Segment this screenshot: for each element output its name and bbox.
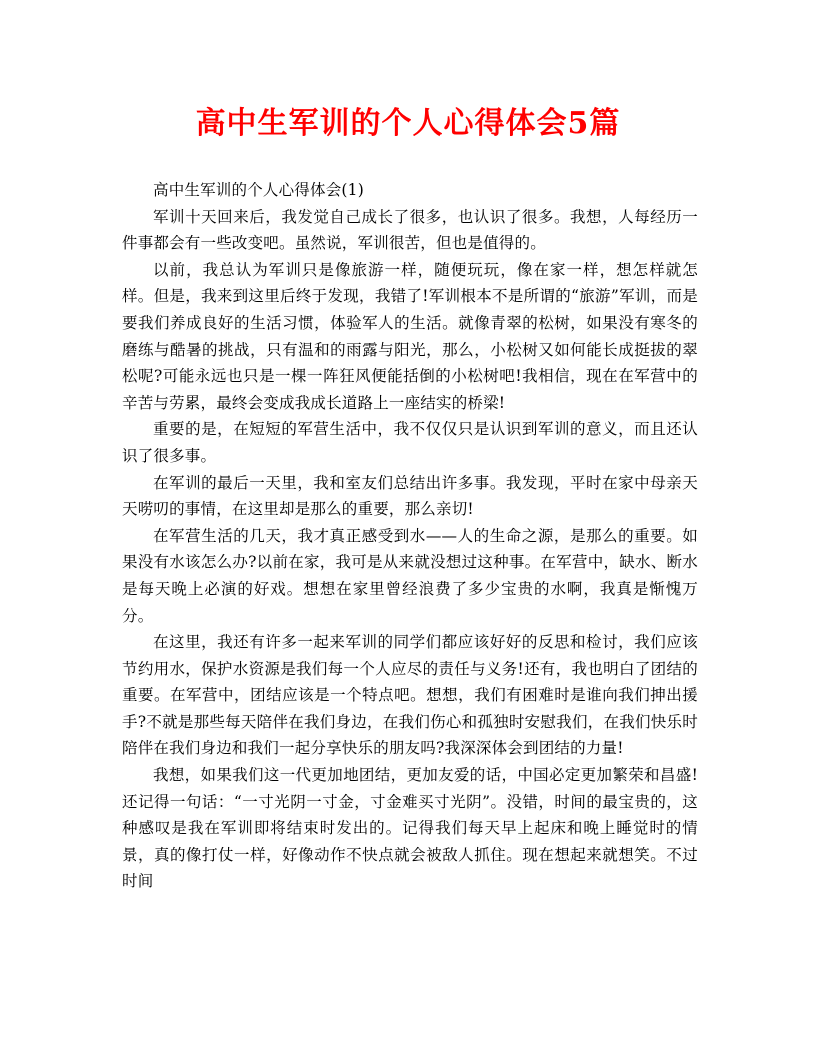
paragraph: 在军营生活的几天，我才真正感受到水——人的生命之源，是那么的重要。如果没有水该怎么办?以前在家，我可是从来就没想过这种事。在军营中，缺水、断水是每天晚上必演的好戏。想想在家里曾经浪费了多少宝贵的水啊，我真是惭愧万分。 [122, 526, 698, 625]
paragraph: 在军训的最后一天里，我和室友们总结出许多事。我发现，平时在家中母亲天天唠叨的事情，在这里却是那么的重要，那么亲切! [122, 473, 698, 519]
paragraph: 在这里，我还有许多一起来军训的同学们都应该好好的反思和检讨，我们应该节约用水，保护水资源是我们每一个人应尽的责任与义务!还有，我也明白了团结的重要。在军营中，团结应该是一个特点吧。想想，我们有困难时是谁向我们抻出援手?不就是那些每天陪伴在我们身边，在我们伤心和孤独时安慰我们，在我们快乐时陪伴在我们身边和我们一起分享快乐的朋友吗?我深深体会到团结的力量! [122, 633, 698, 758]
paragraph: 军训十天回来后，我发觉自己成长了很多，也认识了很多。我想，人每经历一件事都会有一些改变吧。虽然说，军训很苦，但也是值得的。 [122, 207, 698, 253]
paragraph: 我想，如果我们这一代更加地团结，更加友爱的话，中国必定更加繁荣和昌盛!还记得一句话：“一寸光阴一寸金，寸金难买寸光阴”。没错，时间的最宝贵的，这种感叹是我在军训即将结束时发出的。记得我们每天早上起床和晚上睡觉时的情景，真的像打仗一样，好像动作不快点就会被敌人抓住。现在想起来就想笑。不过时间 [122, 766, 698, 891]
paragraph-subtitle: 高中生军训的个人心得体会(1) [153, 181, 364, 199]
document-title: 高中生军训的个人心得体会5篇 [195, 106, 621, 141]
paragraph: 以前，我总认为军训只是像旅游一样，随便玩玩，像在家一样，想怎样就怎样。但是，我来到这里后终于发现，我错了!军训根本不是所谓的“旅游”军训，而是要我们养成良好的生活习惯，体验军人的生活。就像青翠的松树，如果没有寒冬的磨练与酷暑的挑战，只有温和的雨露与阳光，那么，小松树又如何能长成挺拔的翠松呢?可能永远也只是一棵一阵狂风便能括倒的小松树吧!我相信，现在在军营中的辛苦与劳累，最终会变成我成长道路上一座结实的桥梁! [122, 260, 698, 412]
paragraph: 重要的是，在短短的军营生活中，我不仅仅只是认识到军训的意义，而且还认识了很多事。 [122, 420, 698, 465]
document-body [122, 177, 698, 895]
